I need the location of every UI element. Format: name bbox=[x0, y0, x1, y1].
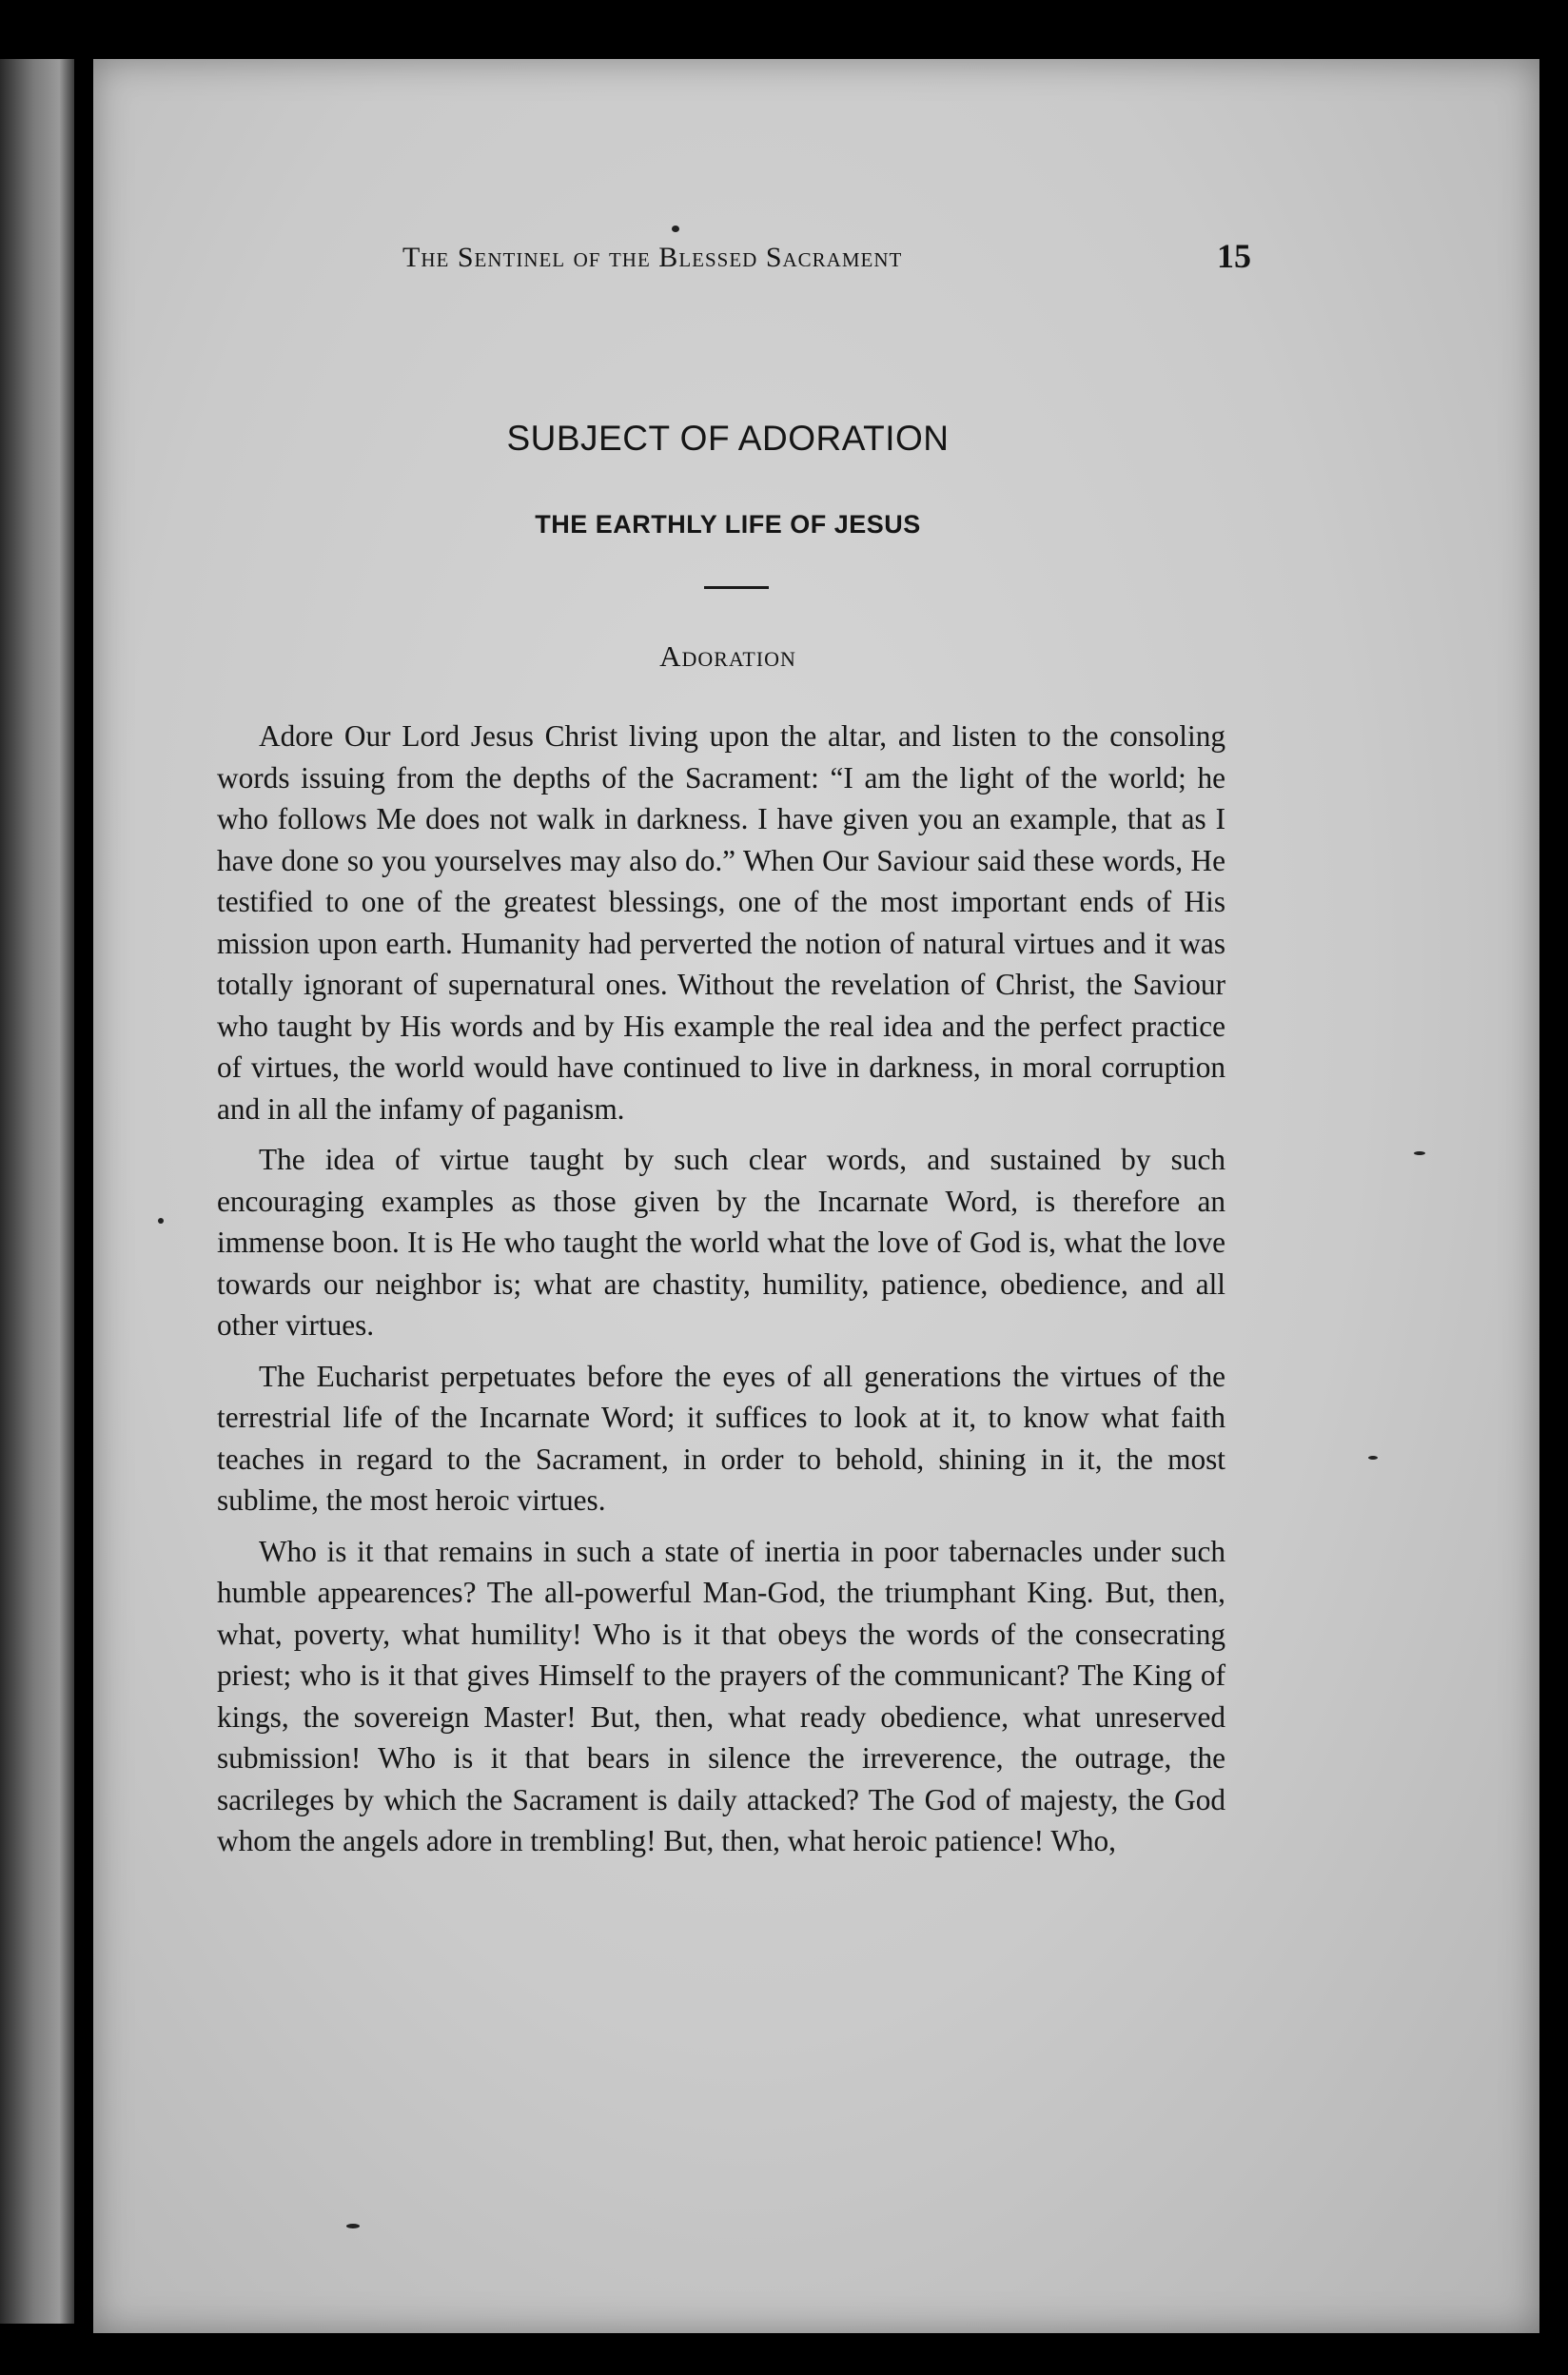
facing-page-edge bbox=[0, 59, 74, 2324]
heading-rule bbox=[704, 586, 769, 589]
paragraph: Who is it that remains in such a state of inertia in poor tabernacles under such humble appearences? The all-powerful Man-God, the triumphant King. But, then, what, poverty, what humility! Who is it that obeys the words of the consecrating priest; who is it that gives Himself to the prayers of the communicant? The King of kings, the sovereign Master! But, then, what ready obedience, what unreserved submission! Who is it that bears in silence the irreverence, the outrage, the sacrileges by which the Sacrament is daily attacked? The God of majesty, the God whom the angels adore in trembling! But, then, what heroic patience! Who, bbox=[217, 1534, 1225, 1857]
section-heading: SUBJECT OF ADORATION bbox=[506, 419, 950, 458]
paper-speck bbox=[1414, 1151, 1425, 1155]
paragraph: The idea of virtue taught by such clear words, and sustained by such encouraging examples as those given by the Incarnate Word, is therefore an immense boon. It is He who taught the world what the love of God is, what the love towards our neighbor is; what are chastity, humility, patience, obedience, and all other virtues. bbox=[217, 1143, 1225, 1342]
paragraph: Adore Our Lord Jesus Christ living upon the altar, and listen to the consoling words issuing from the depths of the Sacrament: “I am the light of the world; he who follows Me does not walk in darkness. I have given you an example, that as I have done so you yourselves may also do.” When Our Saviour said these words, He testified to one of the greatest blessings, one of the most important ends of His mission upon earth. Humanity had perverted the notion of natural virtues and it was totally ignorant of supernatural ones. Without the revelation of Christ, the Saviour who taught by His words and by His example the real idea and the perfect practice of virtues, the world would have continued to live in darkness, in moral corruption and in all the infamy of paganism. bbox=[217, 719, 1225, 1126]
running-head bbox=[309, 236, 1251, 289]
paper-speck bbox=[346, 2224, 360, 2228]
paragraph: The Eucharist perpetuates before the eyes of all generations the virtues of the terrestrial life of the Incarnate Word; it suffices to look at it, to know what faith teaches in regard to the Sacrament, in order to behold, shining in it, the most sublime, the most heroic virtues. bbox=[217, 1359, 1225, 1517]
paper-speck bbox=[1368, 1456, 1378, 1460]
running-title: The Sentinel of the Blessed Sacrament bbox=[402, 242, 903, 273]
body-text bbox=[217, 716, 1225, 1872]
part-heading: Adoration bbox=[659, 639, 796, 673]
page-number: 15 bbox=[1217, 237, 1251, 275]
paper-speck bbox=[672, 226, 679, 232]
subsection-heading: THE EARTHLY LIFE OF JESUS bbox=[535, 510, 921, 539]
paper-speck bbox=[158, 1218, 164, 1224]
